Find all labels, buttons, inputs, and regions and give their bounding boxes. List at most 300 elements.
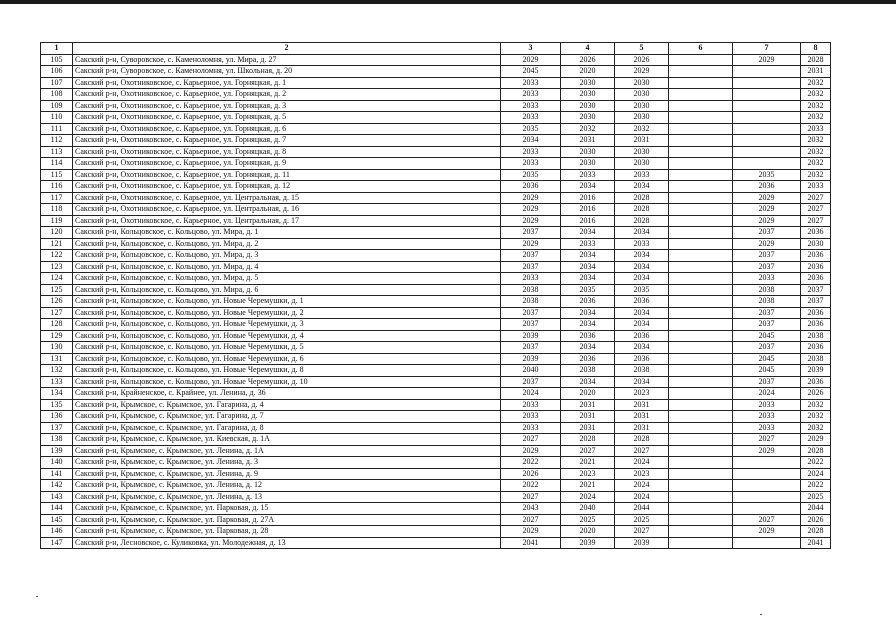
table-cell: 116	[41, 181, 73, 193]
table-cell: 2020	[561, 66, 615, 78]
address-cell: Сакский р-н, Кольцовское, с. Кольцово, ул. Мира, д. 2	[73, 238, 501, 250]
table-cell	[669, 296, 733, 308]
table-cell	[669, 123, 733, 135]
table-row	[41, 422, 831, 434]
table-cell: 2040	[501, 365, 561, 377]
header-row	[41, 43, 831, 55]
table-cell: 2033	[501, 77, 561, 89]
table-cell: 2031	[615, 411, 669, 423]
table-cell: 2033	[501, 100, 561, 112]
address-cell: Сакский р-н, Крымское, с. Крымское, ул. Гагарина, д. 8	[73, 422, 501, 434]
table-row	[41, 514, 831, 526]
table-cell	[669, 307, 733, 319]
table-cell: 2027	[733, 514, 801, 526]
address-cell: Сакский р-н, Крымское, с. Крымское, ул. Киевская, д. 1А	[73, 434, 501, 446]
table-cell: 2033	[733, 422, 801, 434]
table-row	[41, 537, 831, 549]
table-cell: 2034	[561, 261, 615, 273]
table-row	[41, 54, 831, 66]
table-row	[41, 342, 831, 354]
table-cell: 2030	[615, 89, 669, 101]
table-cell: 2034	[561, 319, 615, 331]
table-cell: 2025	[615, 514, 669, 526]
table-cell: 121	[41, 238, 73, 250]
table-cell: 2037	[501, 261, 561, 273]
table-cell	[669, 215, 733, 227]
table-cell	[669, 284, 733, 296]
table-cell: 2036	[801, 307, 831, 319]
table-cell	[733, 123, 801, 135]
table-cell: 2034	[615, 273, 669, 285]
table-cell: 124	[41, 273, 73, 285]
table-cell: 118	[41, 204, 73, 216]
table-row	[41, 192, 831, 204]
table-cell: 2024	[733, 388, 801, 400]
table-cell	[669, 468, 733, 480]
table-cell: 2026	[561, 54, 615, 66]
table-row	[41, 468, 831, 480]
column-header: 3	[501, 43, 561, 55]
table-cell: 133	[41, 376, 73, 388]
table-row	[41, 445, 831, 457]
table-cell: 2034	[561, 307, 615, 319]
address-cell: Сакский р-н, Крымское, с. Крымское, ул. Ленина, д. 9	[73, 468, 501, 480]
table-cell: 2033	[561, 169, 615, 181]
address-cell: Сакский р-н, Крымское, с. Крымское, ул. Парковая, д. 27А	[73, 514, 501, 526]
table-cell: 141	[41, 468, 73, 480]
table-cell: 2034	[501, 135, 561, 147]
table-cell: 2027	[801, 192, 831, 204]
table-cell	[733, 135, 801, 147]
table-cell: 2045	[733, 353, 801, 365]
table-cell: 2035	[501, 123, 561, 135]
table-cell: 2027	[501, 514, 561, 526]
table-cell: 2033	[501, 411, 561, 423]
table-row	[41, 181, 831, 193]
table-cell: 2030	[561, 89, 615, 101]
table-cell: 2036	[801, 261, 831, 273]
table-cell: 2022	[801, 480, 831, 492]
table-cell: 2033	[733, 411, 801, 423]
table-cell: 2033	[501, 146, 561, 158]
address-cell: Сакский р-н, Кольцовское, с. Кольцово, ул. Мира, д. 5	[73, 273, 501, 285]
table-cell: 2034	[615, 227, 669, 239]
address-cell: Сакский р-н, Охотниковское, с. Карьерное, ул. Горняцкая, д. 7	[73, 135, 501, 147]
address-cell: Сакский р-н, Охотниковское, с. Карьерное, ул. Горняцкая, д. 3	[73, 100, 501, 112]
table-cell: 2031	[615, 399, 669, 411]
table-cell: 2033	[501, 422, 561, 434]
table-cell: 113	[41, 146, 73, 158]
table-cell: 2035	[501, 169, 561, 181]
table-cell: 2037	[733, 261, 801, 273]
table-cell: 2029	[501, 445, 561, 457]
table-cell: 2030	[615, 158, 669, 170]
table-cell: 143	[41, 491, 73, 503]
table-row	[41, 319, 831, 331]
table-cell: 2034	[615, 342, 669, 354]
table-cell: 140	[41, 457, 73, 469]
address-cell: Сакский р-н, Кольцовское, с. Кольцово, ул. Новые Черемушки, д. 8	[73, 365, 501, 377]
table-cell: 2031	[615, 422, 669, 434]
table-cell	[669, 227, 733, 239]
table-cell: 2043	[501, 503, 561, 515]
table-cell: 2045	[733, 330, 801, 342]
table-cell: 2036	[801, 376, 831, 388]
address-cell: Сакский р-н, Крымское, с. Крымское, ул. Гагарина, д. 4	[73, 399, 501, 411]
table-cell: 2044	[801, 503, 831, 515]
data-table	[40, 42, 831, 549]
table-cell: 2038	[561, 365, 615, 377]
address-cell: Сакский р-н, Крымское, с. Крымское, ул. Ленина, д. 12	[73, 480, 501, 492]
table-cell: 2030	[615, 77, 669, 89]
table-cell: 2037	[801, 284, 831, 296]
table-cell: 2032	[801, 169, 831, 181]
address-cell: Сакский р-н, Охотниковское, с. Карьерное, ул. Горняцкая, д. 11	[73, 169, 501, 181]
table-cell	[669, 169, 733, 181]
table-cell: 2036	[615, 296, 669, 308]
table-cell: 2027	[501, 434, 561, 446]
table-row	[41, 66, 831, 78]
address-cell: Сакский р-н, Крымское, с. Крымское, ул. Парковая, д. 15	[73, 503, 501, 515]
address-cell: Сакский р-н, Крымское, с. Крымское, ул. Ленина, д. 3	[73, 457, 501, 469]
table-cell: 2038	[733, 284, 801, 296]
table-cell: 120	[41, 227, 73, 239]
table-cell: 2016	[561, 204, 615, 216]
table-cell: 2034	[615, 250, 669, 262]
address-cell: Сакский р-н, Кольцовское, с. Кольцово, ул. Новые Черемушки, д. 2	[73, 307, 501, 319]
table-cell	[669, 388, 733, 400]
address-cell: Сакский р-н, Лесновское, с. Куликовка, ул. Молодежная, д. 13	[73, 537, 501, 549]
table-cell	[669, 54, 733, 66]
table-cell: 2027	[801, 215, 831, 227]
table-cell: 2035	[733, 169, 801, 181]
table-cell: 2029	[733, 204, 801, 216]
address-cell: Сакский р-н, Охотниковское, с. Карьерное, ул. Горняцкая, д. 2	[73, 89, 501, 101]
address-cell: Сакский р-н, Кольцовское, с. Кольцово, ул. Новые Черемушки, д. 5	[73, 342, 501, 354]
table-cell: 2033	[501, 273, 561, 285]
table-row	[41, 250, 831, 262]
table-cell: 2024	[561, 491, 615, 503]
table-cell: 2037	[733, 250, 801, 262]
table-cell	[733, 457, 801, 469]
table-cell: 2029	[733, 215, 801, 227]
table-cell	[669, 514, 733, 526]
table-cell: 2030	[615, 112, 669, 124]
table-cell: 138	[41, 434, 73, 446]
table-cell: 2033	[561, 238, 615, 250]
table-cell: 2022	[801, 457, 831, 469]
address-cell: Сакский р-н, Суворовское, с. Каменоломня, ул. Мира, д. 27	[73, 54, 501, 66]
table-cell: 145	[41, 514, 73, 526]
table-cell	[669, 399, 733, 411]
table-cell: 2037	[733, 307, 801, 319]
table-cell: 2038	[733, 296, 801, 308]
table-cell: 2026	[801, 388, 831, 400]
table-row	[41, 100, 831, 112]
table-cell	[669, 146, 733, 158]
table-cell: 2034	[615, 261, 669, 273]
address-cell: Сакский р-н, Крымское, с. Крымское, ул. Ленина, д. 13	[73, 491, 501, 503]
table-cell: 2028	[615, 204, 669, 216]
table-cell: 2028	[615, 215, 669, 227]
address-cell: Сакский р-н, Охотниковское, с. Карьерное, ул. Центральная, д. 16	[73, 204, 501, 216]
table-cell: 2030	[615, 146, 669, 158]
address-cell: Сакский р-н, Кольцовское, с. Кольцово, ул. Мира, д. 1	[73, 227, 501, 239]
table-cell: 147	[41, 537, 73, 549]
table-cell: 2033	[501, 158, 561, 170]
table-cell	[669, 158, 733, 170]
table-row	[41, 123, 831, 135]
table-cell: 2034	[561, 181, 615, 193]
table-cell: 2029	[615, 66, 669, 78]
address-cell: Сакский р-н, Охотниковское, с. Карьерное, ул. Центральная, д. 17	[73, 215, 501, 227]
table-cell: 2037	[733, 227, 801, 239]
table-cell	[733, 480, 801, 492]
address-cell: Сакский р-н, Охотниковское, с. Карьерное, ул. Горняцкая, д. 1	[73, 77, 501, 89]
table-cell: 2032	[615, 123, 669, 135]
table-row	[41, 307, 831, 319]
table-cell: 2028	[615, 434, 669, 446]
table-cell	[669, 537, 733, 549]
table-cell	[669, 238, 733, 250]
table-cell: 2037	[501, 307, 561, 319]
table-cell: 146	[41, 526, 73, 538]
table-cell: 2033	[501, 89, 561, 101]
table-cell: 2026	[501, 468, 561, 480]
table-cell	[669, 135, 733, 147]
table-row	[41, 204, 831, 216]
table-cell: 2039	[801, 365, 831, 377]
table-cell: 2032	[801, 135, 831, 147]
table-cell: 2028	[561, 434, 615, 446]
table-cell: 2037	[501, 227, 561, 239]
table-cell: 2041	[801, 537, 831, 549]
table-cell: 128	[41, 319, 73, 331]
table-header	[41, 43, 831, 55]
table-row	[41, 296, 831, 308]
table-cell: 2039	[501, 330, 561, 342]
table-cell: 2044	[615, 503, 669, 515]
table-cell: 2036	[615, 353, 669, 365]
table-cell: 2036	[801, 227, 831, 239]
address-cell: Сакский р-н, Кольцовское, с. Кольцово, ул. Новые Черемушки, д. 3	[73, 319, 501, 331]
table-cell: 2031	[561, 411, 615, 423]
table-cell	[733, 100, 801, 112]
table-cell: 2016	[561, 215, 615, 227]
address-cell: Сакский р-н, Кольцовское, с. Кольцово, ул. Мира, д. 6	[73, 284, 501, 296]
table-cell: 2037	[501, 376, 561, 388]
table-row	[41, 503, 831, 515]
table-cell: 129	[41, 330, 73, 342]
table-cell: 2028	[615, 192, 669, 204]
table-cell	[733, 112, 801, 124]
table-cell: 2027	[801, 204, 831, 216]
table-cell: 2036	[801, 342, 831, 354]
table-cell: 2036	[561, 330, 615, 342]
table-row	[41, 399, 831, 411]
table-cell	[733, 158, 801, 170]
address-cell: Сакский р-н, Кольцовское, с. Кольцово, ул. Новые Черемушки, д. 1	[73, 296, 501, 308]
table-cell: 2028	[801, 445, 831, 457]
table-cell: 2029	[501, 192, 561, 204]
table-cell: 2029	[501, 54, 561, 66]
address-cell: Сакский р-н, Кольцовское, с. Кольцово, ул. Новые Черемушки, д. 4	[73, 330, 501, 342]
table-row	[41, 215, 831, 227]
table-cell	[669, 503, 733, 515]
table-cell: 2034	[561, 342, 615, 354]
table-cell: 2026	[615, 54, 669, 66]
table-row	[41, 238, 831, 250]
table-cell: 2023	[615, 388, 669, 400]
table-cell: 2022	[501, 480, 561, 492]
table-cell: 122	[41, 250, 73, 262]
table-cell	[733, 77, 801, 89]
table-cell: 2032	[801, 146, 831, 158]
table-cell: 2031	[615, 135, 669, 147]
table-row	[41, 77, 831, 89]
address-cell: Сакский р-н, Крымское, с. Крымское, ул. Гагарина, д. 7	[73, 411, 501, 423]
table-cell	[669, 261, 733, 273]
table-row	[41, 112, 831, 124]
scan-top-edge	[0, 0, 896, 4]
table-cell: 119	[41, 215, 73, 227]
table-cell: 2031	[801, 66, 831, 78]
table-cell: 2037	[501, 250, 561, 262]
table-cell: 2032	[561, 123, 615, 135]
table-cell: 144	[41, 503, 73, 515]
table-cell	[733, 89, 801, 101]
table-cell: 131	[41, 353, 73, 365]
table-cell	[669, 353, 733, 365]
table-row	[41, 411, 831, 423]
table-cell: 132	[41, 365, 73, 377]
table-cell: 2021	[561, 480, 615, 492]
table-cell	[669, 422, 733, 434]
table-cell: 2039	[501, 353, 561, 365]
address-cell: Сакский р-н, Кольцовское, с. Кольцово, ул. Мира, д. 4	[73, 261, 501, 273]
table-cell: 2025	[561, 514, 615, 526]
address-cell: Сакский р-н, Кольцовское, с. Кольцово, ул. Мира, д. 3	[73, 250, 501, 262]
table-cell: 2034	[615, 376, 669, 388]
column-header: 4	[561, 43, 615, 55]
table-row	[41, 169, 831, 181]
table-cell: 117	[41, 192, 73, 204]
table-cell	[669, 204, 733, 216]
table-cell: 2032	[801, 399, 831, 411]
table-cell: 2024	[615, 491, 669, 503]
table-cell: 2038	[801, 353, 831, 365]
table-cell: 2020	[561, 526, 615, 538]
table-cell	[669, 192, 733, 204]
table-cell: 2029	[733, 192, 801, 204]
table-cell: 2027	[615, 526, 669, 538]
table-cell: 112	[41, 135, 73, 147]
table-cell: 2030	[561, 146, 615, 158]
address-cell: Сакский р-н, Крайненское, с. Крайнее, ул. Ленина, д. 36	[73, 388, 501, 400]
address-cell: Сакский р-н, Охотниковское, с. Карьерное, ул. Центральная, д. 15	[73, 192, 501, 204]
table-cell	[669, 273, 733, 285]
table-cell: 115	[41, 169, 73, 181]
table-row	[41, 491, 831, 503]
table-cell: 2032	[801, 89, 831, 101]
table-cell: 109	[41, 100, 73, 112]
table-cell: 2030	[561, 77, 615, 89]
table-cell: 136	[41, 411, 73, 423]
table-cell: 2045	[733, 365, 801, 377]
table-row	[41, 480, 831, 492]
table-row	[41, 135, 831, 147]
table-cell: 2033	[501, 399, 561, 411]
table-cell	[669, 66, 733, 78]
table-cell	[669, 376, 733, 388]
table-cell: 2029	[733, 54, 801, 66]
address-cell: Сакский р-н, Суворовское, с. Каменоломня, ул. Школьная, д. 20	[73, 66, 501, 78]
table-cell: 2030	[801, 238, 831, 250]
address-cell: Сакский р-н, Охотниковское, с. Карьерное, ул. Горняцкая, д. 9	[73, 158, 501, 170]
table-cell	[669, 319, 733, 331]
table-cell: 2038	[501, 296, 561, 308]
table-cell	[669, 330, 733, 342]
table-cell: 2024	[615, 480, 669, 492]
table-cell: 127	[41, 307, 73, 319]
table-cell: 2036	[733, 181, 801, 193]
table-cell: 2037	[501, 342, 561, 354]
table-cell: 2033	[733, 273, 801, 285]
scan-speck	[36, 596, 38, 597]
table-cell: 2041	[501, 537, 561, 549]
table-cell: 2033	[801, 123, 831, 135]
table-cell: 2038	[501, 284, 561, 296]
table-cell: 2030	[561, 158, 615, 170]
table-cell: 2040	[561, 503, 615, 515]
table-cell: 2026	[801, 514, 831, 526]
table-cell: 2032	[801, 77, 831, 89]
table-cell: 2033	[615, 169, 669, 181]
table-cell: 2032	[801, 112, 831, 124]
table-cell	[669, 342, 733, 354]
table-row	[41, 376, 831, 388]
table-cell: 2035	[561, 284, 615, 296]
column-header: 2	[73, 43, 501, 55]
column-header: 6	[669, 43, 733, 55]
column-header: 1	[41, 43, 73, 55]
table-cell	[669, 100, 733, 112]
table-cell	[669, 250, 733, 262]
address-cell: Сакский р-н, Охотниковское, с. Карьерное, ул. Горняцкая, д. 12	[73, 181, 501, 193]
table-row	[41, 89, 831, 101]
address-cell: Сакский р-н, Крымское, с. Крымское, ул. Ленина, д. 1А	[73, 445, 501, 457]
table-cell: 105	[41, 54, 73, 66]
column-header: 8	[801, 43, 831, 55]
address-cell: Сакский р-н, Кольцовское, с. Кольцово, ул. Новые Черемушки, д. 6	[73, 353, 501, 365]
table-cell: 123	[41, 261, 73, 273]
table-cell: 2032	[801, 411, 831, 423]
table-cell	[669, 365, 733, 377]
table-cell	[669, 480, 733, 492]
table-cell: 111	[41, 123, 73, 135]
table-cell: 139	[41, 445, 73, 457]
table-cell	[669, 526, 733, 538]
table-cell: 2028	[801, 54, 831, 66]
table-cell: 2038	[615, 365, 669, 377]
table-cell: 2024	[501, 388, 561, 400]
table-cell: 2037	[801, 296, 831, 308]
table-cell: 2036	[615, 330, 669, 342]
table-cell	[669, 457, 733, 469]
table-cell: 2016	[561, 192, 615, 204]
table-body	[41, 54, 831, 549]
table-cell: 2034	[561, 227, 615, 239]
